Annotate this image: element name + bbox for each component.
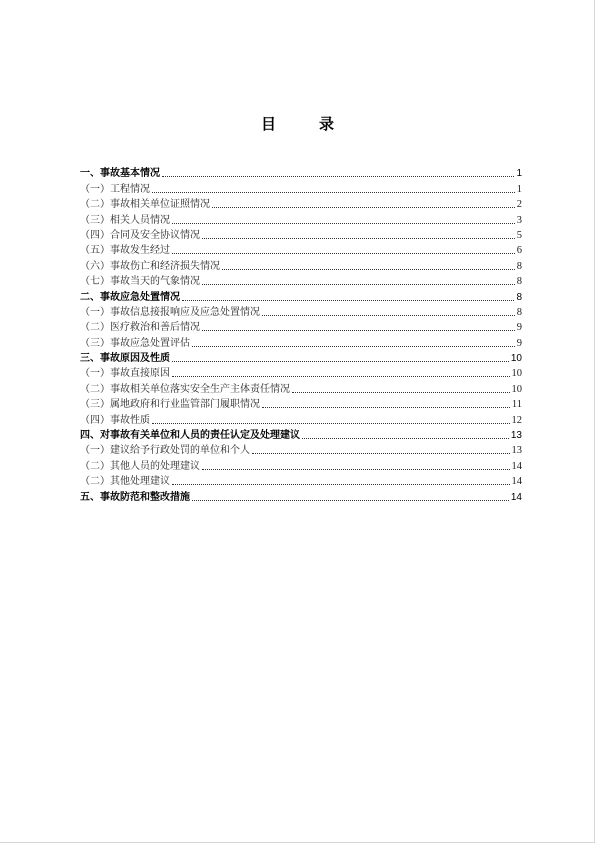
toc-entry[interactable]	[80, 197, 522, 212]
toc-entry-text: （三）相关人员情况	[80, 214, 170, 226]
toc-entry[interactable]	[80, 274, 522, 289]
toc-dot-leader	[182, 300, 514, 301]
toc-entry[interactable]	[80, 428, 522, 443]
toc-entry[interactable]	[80, 366, 522, 381]
toc-page-number: 8	[516, 276, 522, 288]
toc-page-number: 13	[510, 430, 522, 442]
toc-entry-text: （四）合同及安全协议情况	[80, 229, 200, 241]
table-of-contents	[80, 166, 522, 505]
toc-entry-text: 二、事故应急处置情况	[80, 291, 180, 303]
toc-entry-text: （三）属地政府和行业监管部门履职情况	[80, 399, 260, 411]
toc-entry[interactable]	[80, 305, 522, 320]
toc-page-number: 1	[516, 183, 522, 195]
toc-page-number: 1	[516, 168, 522, 180]
toc-page-number: 10	[511, 383, 522, 395]
toc-entry[interactable]	[80, 412, 522, 427]
toc-dot-leader	[302, 438, 509, 439]
page-title: 目 录	[260, 115, 348, 133]
toc-page-number: 3	[516, 214, 522, 226]
toc-dot-leader	[262, 315, 515, 316]
toc-page-number: 8	[516, 260, 522, 272]
toc-dot-leader	[212, 207, 515, 208]
toc-page-number: 5	[516, 229, 522, 241]
toc-entry-text: （二）其他人员的处理建议	[80, 460, 200, 472]
toc-dot-leader	[202, 330, 515, 331]
toc-entry[interactable]	[80, 289, 522, 304]
toc-entry[interactable]	[80, 320, 522, 335]
toc-entry[interactable]	[80, 381, 522, 396]
toc-dot-leader	[292, 392, 510, 393]
toc-entry-text: （四）事故性质	[80, 414, 150, 426]
toc-dot-leader	[152, 423, 510, 424]
toc-dot-leader	[152, 192, 515, 193]
toc-entry[interactable]	[80, 212, 522, 227]
toc-entry-text: 三、事故原因及性质	[80, 353, 170, 365]
toc-page-number: 12	[511, 414, 522, 426]
toc-page-number: 13	[511, 445, 522, 457]
toc-dot-leader	[222, 269, 515, 270]
toc-entry[interactable]	[80, 166, 522, 181]
toc-page-number: 14	[511, 476, 522, 488]
toc-entry[interactable]	[80, 243, 522, 258]
toc-entry[interactable]	[80, 474, 522, 489]
toc-entry[interactable]	[80, 397, 522, 412]
toc-dot-leader	[202, 469, 510, 470]
toc-entry-text: （三）事故应急处置评估	[80, 337, 190, 349]
toc-page-number: 14	[510, 491, 522, 503]
toc-dot-leader	[172, 361, 509, 362]
toc-entry-text: （五）事故发生经过	[80, 245, 170, 257]
toc-dot-leader	[162, 176, 514, 177]
toc-dot-leader	[172, 253, 515, 254]
toc-page-number: 6	[516, 245, 522, 257]
toc-dot-leader	[172, 223, 515, 224]
toc-entry-text: 四、对事故有关单位和人员的责任认定及处理建议	[80, 430, 300, 442]
toc-entry-text: 五、事故防范和整改措施	[80, 491, 190, 503]
toc-entry-text: （二）医疗救治和善后情况	[80, 322, 200, 334]
toc-entry[interactable]	[80, 458, 522, 473]
toc-dot-leader	[172, 484, 510, 485]
toc-entry-text: （六）事故伤亡和经济损失情况	[80, 260, 220, 272]
toc-entry[interactable]	[80, 258, 522, 273]
toc-dot-leader	[192, 346, 515, 347]
toc-entry[interactable]	[80, 351, 522, 366]
toc-entry-text: （二）事故相关单位证照情况	[80, 199, 210, 211]
toc-entry-text: （七）事故当天的气象情况	[80, 276, 200, 288]
toc-dot-leader	[202, 238, 515, 239]
toc-dot-leader	[172, 376, 510, 377]
toc-page-number: 8	[516, 291, 522, 303]
toc-entry[interactable]	[80, 181, 522, 196]
toc-page-number: 10	[510, 353, 522, 365]
toc-dot-leader	[262, 407, 510, 408]
toc-dot-leader	[192, 500, 509, 501]
toc-entry[interactable]	[80, 443, 522, 458]
toc-page-number: 8	[516, 306, 522, 318]
toc-entry-text: （二）事故相关单位落实安全生产主体责任情况	[80, 383, 290, 395]
toc-entry-text: （一）工程情况	[80, 183, 150, 195]
toc-entry-text: （一）建议给予行政处罚的单位和个人	[80, 445, 250, 457]
toc-page-number: 14	[511, 460, 522, 472]
toc-entry-text: （一）事故直接原因	[80, 368, 170, 380]
toc-page-number: 2	[516, 199, 522, 211]
toc-dot-leader	[202, 284, 515, 285]
toc-page-number: 9	[516, 337, 522, 349]
toc-entry[interactable]	[80, 489, 522, 504]
toc-page-number: 11	[511, 399, 522, 411]
toc-page-number: 10	[511, 368, 522, 380]
toc-entry[interactable]	[80, 335, 522, 350]
toc-dot-leader	[252, 453, 510, 454]
toc-entry-text: （二）其他处理建议	[80, 476, 170, 488]
toc-entry-text: 一、事故基本情况	[80, 168, 160, 180]
toc-entry-text: （一）事故信息接报响应及应急处置情况	[80, 306, 260, 318]
toc-entry[interactable]	[80, 228, 522, 243]
toc-page-number: 9	[516, 322, 522, 334]
